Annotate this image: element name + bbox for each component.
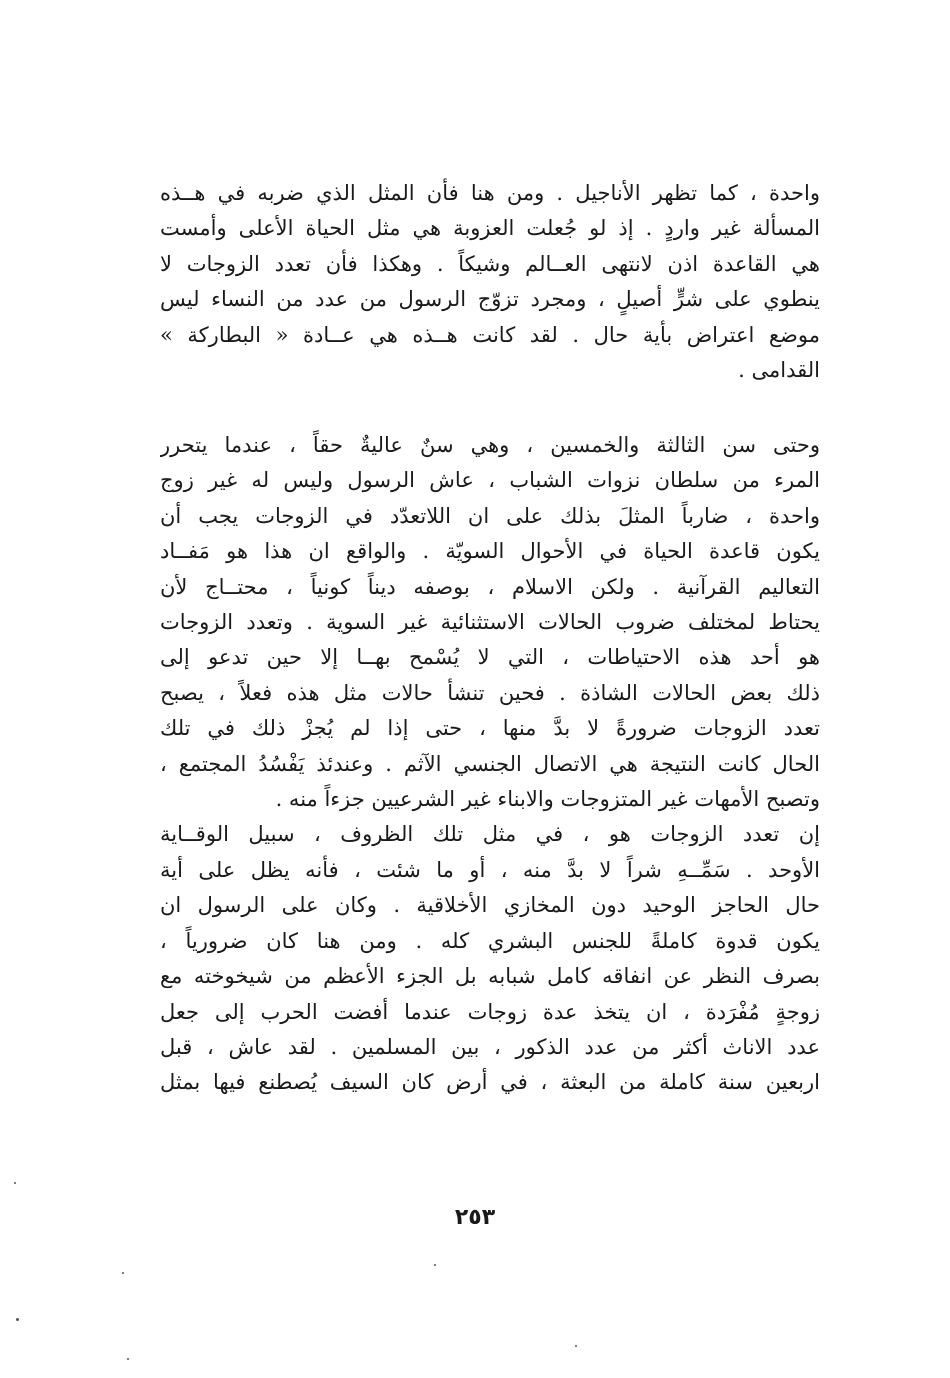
paragraph-2-line: ذلك بعض الحالات الشاذة . فحين تنشأ حالات مثل هذه فعلاً ، يصبح: [160, 680, 820, 705]
paragraph-2-line: إن تعدد الزوجات هو ، في مثل تلك الظروف ، سبيل الوقــاية: [160, 822, 820, 847]
paragraph-2-line: وتصبح الأمهات غير المتزوجات والابناء غير الشرعيين جزءاً منه .: [275, 787, 820, 812]
paragraph-2-line: هو أحد هذه الاحتياطات ، التي لا يُسْمح بهــا إلا حين تدعو إلى: [160, 645, 820, 670]
paragraph-2-line: بصرف النظر عن انفاقه كامل شبابه بل الجزء الأعظم من شيخوخته مع: [160, 964, 820, 989]
paragraph-2-line: زوجةٍ مُفْرَدة ، ان يتخذ عدة زوجات عندما أفضت الحرب إلى جعل: [160, 999, 820, 1024]
scan-speck: [434, 1264, 436, 1266]
scan-speck: [575, 1345, 577, 1347]
scan-speck: [127, 1358, 129, 1360]
paragraph-1-line: ينطوي على شرٍّ أصيلٍ ، ومجرد تزوّج الرسول من عدد من النساء ليس: [160, 287, 820, 312]
paragraph-1-line: موضع اعتراض بأية حال . لقد كانت هــذه هي عــادة « البطاركة »: [160, 322, 820, 347]
paragraph-1-line: المسألة غير واردٍ . إذ لو جُعلت العزوبة هي مثل الحياة الأعلى وأمست: [160, 216, 820, 241]
paragraph-2-line: حال الحاجز الوحيد دون المخازي الأخلاقية . وكان على الرسول ان: [160, 893, 820, 918]
paragraph-1-line: واحدة ، كما تظهر الأناجيل . ومن هنا فأن المثل الذي ضربه في هــذه: [160, 181, 820, 205]
paragraph-1-line: القدامى .: [738, 358, 820, 383]
paragraph-2-line: تعدد الزوجات ضرورةً لا بدَّ منها ، حتى إذا لم يُجزْ ذلك في تلك: [160, 716, 820, 741]
paragraph-1: [160, 176, 820, 388]
paragraph-2-line: عدد الاناث أكثر من عدد الذكور ، بين المسلمين . لقد عاش ، قبل: [160, 1034, 820, 1059]
paragraph-2: [160, 428, 820, 1101]
paragraph-2-line: يكون قاعدة الحياة في الأحوال السويّة . والواقع ان هذا هو مَفــاد: [160, 539, 820, 564]
scan-speck: [14, 1182, 16, 1184]
paragraph-1-line: هي القاعدة اذن لانتهى العــالم وشيكاً . وهكذا فأن تعدد الزوجات لا: [160, 251, 820, 276]
paragraph-2-line: المرء من سلطان نزوات الشباب ، عاش الرسول وليس له غير زوج: [160, 468, 820, 493]
paragraph-2-line: يحتاط لمختلف ضروب الحالات الاستثنائية غير السوية . وتعدد الزوجات: [160, 610, 820, 635]
paragraph-2-line: الأوحد . سَمِّــهِ شراً لا بدَّ منه ، أو ما شئت ، فأنه يظل على أية: [160, 857, 820, 882]
paragraph-2-line: واحدة ، ضارباً المثلَ بذلك على ان اللاتعدّد في الزوجات يجب أن: [160, 503, 820, 528]
page-number: ٢٥٣: [454, 1205, 496, 1230]
paragraph-2-line: اربعين سنة كاملة من البعثة ، في أرض كان السيف يُصطنع فيها بمثل: [160, 1070, 820, 1095]
paragraph-2-line: وحتى سن الثالثة والخمسين ، وهي سنٌ عاليةٌ حقاً ، عندما يتحرر: [160, 433, 820, 457]
paragraph-2-line: الحال كانت النتيجة هي الاتصال الجنسي الآثم . وعندئذ يَفْسُدُ المجتمع ،: [160, 751, 820, 776]
scan-speck: [16, 1318, 19, 1321]
paragraph-2-line: التعاليم القرآنية . ولكن الاسلام ، بوصفه ديناً كونياً ، محتــاج لأن: [160, 574, 820, 599]
paragraph-2-line: يكون قدوة كاملةً للجنس البشري كله . ومن هنا كان ضرورياً ،: [160, 928, 820, 953]
scan-speck: [122, 1272, 124, 1274]
